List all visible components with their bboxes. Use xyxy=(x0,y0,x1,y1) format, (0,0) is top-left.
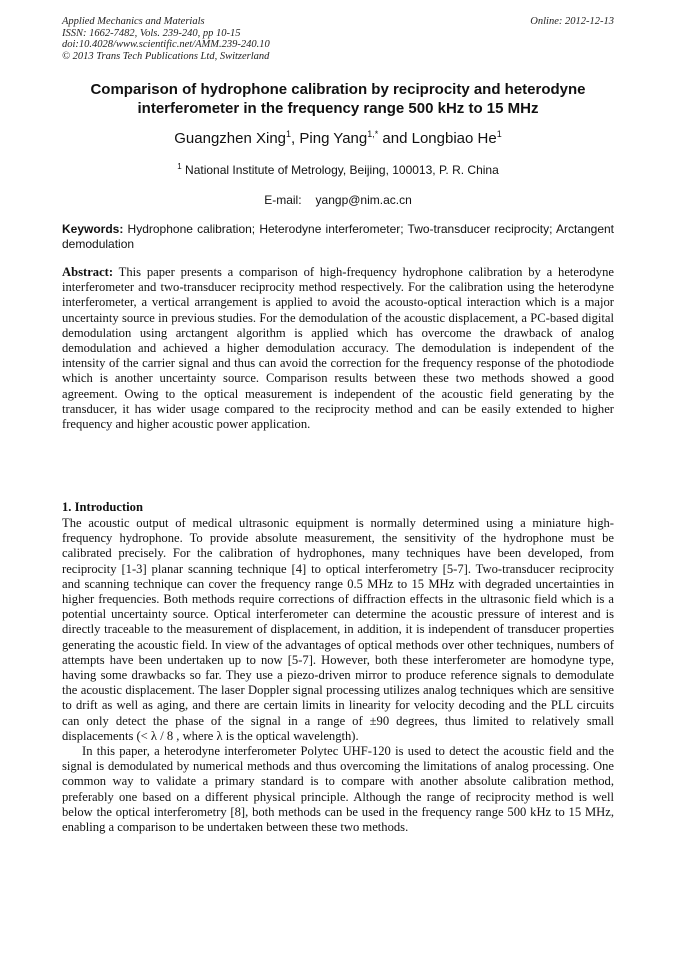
online-date: Online: 2012-12-13 xyxy=(530,16,614,27)
intro-paragraph: The acoustic output of medical ultrasonic equipment is normally determined using a miniature high-frequency hydrophone. To provide absolute measurement, the sensitivity of the hydrophone must be calibrated precisely. For the calibration of hydrophones, many techniques have been developed, from reciprocity [1-3] planar scanning technique [4] to optical interferometry [5-7]. Two-transducer reciprocity and scanning technique can cover the frequency range 0.5 MHz to 15 MHz with degraded uncertainties in higher frequencies. Both methods require corrections of diffraction effects in the ultrasonic field which is a potential uncertainty source. Optical interferometer can determine the acoustic pressure of interest and is directly traceable to the measurement of displacement, in addition, it is independent of transducer properties generating the acoustic field. In view of the advantages of optical methods over other techniques, numbers of attempts have been undertaken up to now [5-7]. However, both these interferometer are homodyne type, having some drawbacks so far. They use a piezo-driven mirror to produce reference signals to demodulate the acoustic displacement. The laser Doppler signal processing utilizes analog techniques which are sensitive to drift as well as aging, and there are certain limits in linearity for velocity decoding and the PLL circuits can only detect the phase of the signal in a range of ±90 degrees, thus limited to relatively small displacements (< λ / 8 , where λ is the optical wavelength). xyxy=(62,516,614,743)
email-line xyxy=(62,192,614,208)
author-affiliation-mark: 1,* xyxy=(367,129,379,139)
affiliation-mark: 1 xyxy=(177,162,182,171)
abstract xyxy=(62,265,614,432)
affiliation xyxy=(62,162,614,178)
introduction-body xyxy=(62,516,614,835)
email-address: yangp@nim.ac.cn xyxy=(315,193,412,207)
keywords xyxy=(62,222,614,252)
doi-line: doi:10.4028/www.scientific.net/AMM.239-240.10 xyxy=(62,39,270,50)
intro-paragraph: In this paper, a heterodyne interferometer Polytec UHF-120 is used to detect the acoustic field and the signal is demodulated by numerical methods and thus overcoming the limitations of analog processing. One common way to validate a primary standard is to compare with another absolute calibration method, preferably one based on a different physical principle. Although the range of reciprocity method is well below the optical interferometry [8], both methods can be used in the frequency range 500 kHz to 15 MHz, enabling a comparison to be undertaken between these two methods. xyxy=(62,744,614,835)
abstract-text: This paper presents a comparison of high-frequency hydrophone calibration by a heterodyne interferometer and two-transducer reciprocity method respectively. For the calibration using the heterodyne interferometer, a vertical arrangement is applied to avoid the acousto-optical interaction which is a major uncertainty source in previous studies. For the demodulation of the acoustic displacement, a PC-based digital demodulation using arctangent algorithm is applied which has overcome the drawback of analog demodulation and achieved a higher demodulation accuracy. The demodulation is independent of the intensity of the carrier signal and thus can avoid the correction for the frequency response of the photodiode which is another uncertainty source. Comparison results between these two methods showed a good agreement. Owing to the optical measurement is independent of the acoustic field generating by the transducer, it has wider usage compared to the reciprocity method and can be easily extended to higher frequency and higher acoustic power application. xyxy=(62,265,614,432)
author-name: Guangzhen Xing xyxy=(174,130,287,147)
author-separator: , xyxy=(291,130,300,147)
author-name: Longbiao He xyxy=(411,130,497,147)
issn-line: ISSN: 1662-7482, Vols. 239-240, pp 10-15 xyxy=(62,27,241,39)
copyright-line: © 2013 Trans Tech Publications Ltd, Switzerland xyxy=(62,50,270,62)
paper-title: Comparison of hydrophone calibration by reciprocity and heterodyne interferometer in the frequency range 500 kHz to 15 MHz xyxy=(90,81,586,117)
affiliation-text: National Institute of Metrology, Beijing, 100013, P. R. China xyxy=(181,163,499,177)
abstract-label: Abstract: xyxy=(62,265,114,279)
keywords-text: Hydrophone calibration; Heterodyne interferometer; Two-transducer reciprocity; Arctangent demodulation xyxy=(62,222,614,251)
section-heading-introduction: 1. Introduction xyxy=(62,500,143,514)
author-name: Ping Yang xyxy=(299,130,368,147)
journal-name: Applied Mechanics and Materials xyxy=(62,16,205,27)
journal-header xyxy=(62,16,614,62)
author-list xyxy=(62,129,614,149)
author-separator: and xyxy=(378,130,412,147)
author-affiliation-mark: 1 xyxy=(496,129,502,139)
author-affiliation-mark: 1 xyxy=(286,129,292,139)
keywords-label: Keywords: xyxy=(62,222,124,236)
email-label: E-mail: xyxy=(264,193,302,207)
